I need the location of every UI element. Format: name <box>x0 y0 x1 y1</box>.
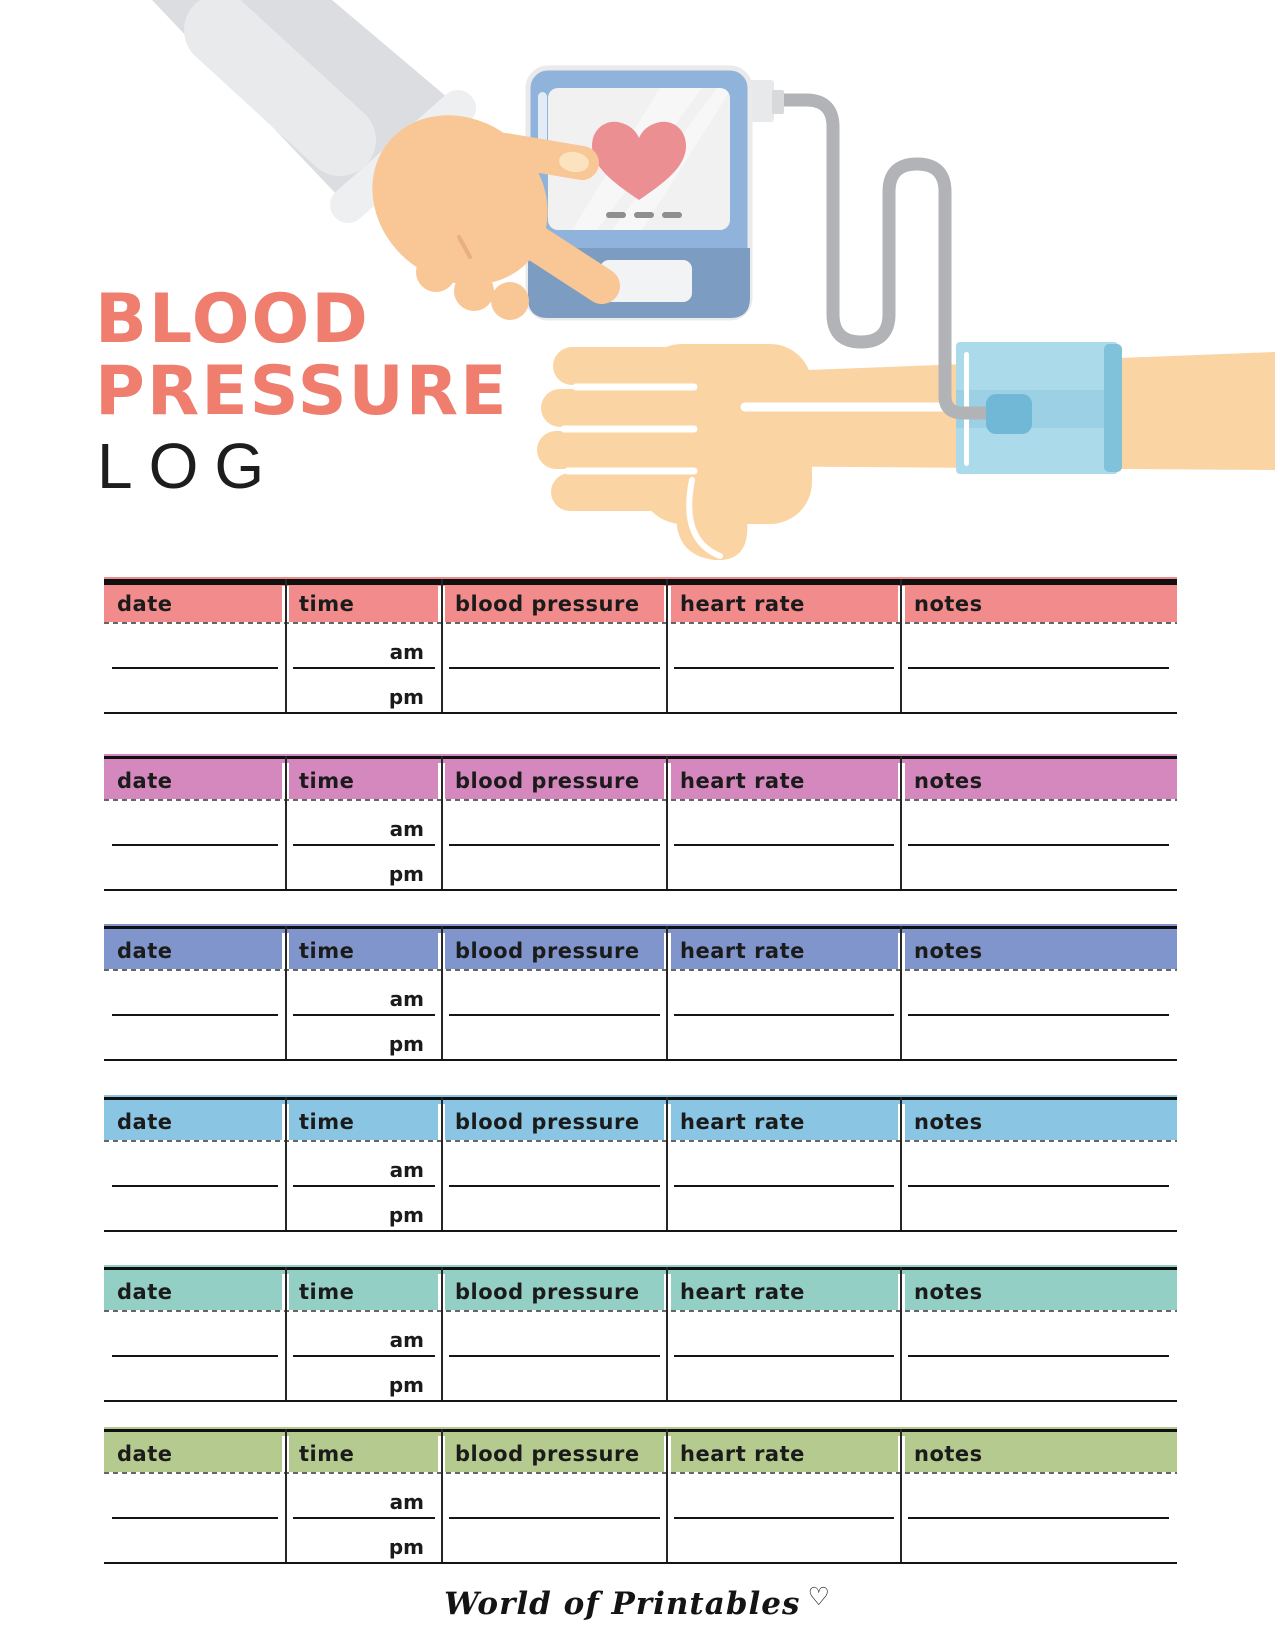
column-header-date: date <box>117 939 173 963</box>
column-separator <box>900 926 902 1059</box>
column-separator <box>441 1267 443 1400</box>
column-header-blood-pressure: blood pressure <box>454 1110 640 1134</box>
table-header-row <box>104 1095 1177 1140</box>
entry-row-am <box>104 1142 1177 1187</box>
header-top-bar <box>104 1429 1177 1432</box>
entry-row-pm <box>104 1519 1177 1564</box>
am-label: am <box>389 1490 424 1514</box>
table-header-row <box>104 924 1177 969</box>
column-header-blood-pressure: blood pressure <box>454 1442 640 1466</box>
page-title-line2: PRESSURE <box>95 352 509 431</box>
entry-row-am <box>104 801 1177 846</box>
entry-row-am <box>104 1312 1177 1357</box>
pm-label: pm <box>388 685 424 709</box>
bp-log-table <box>104 1095 1177 1232</box>
column-separator <box>666 1429 668 1562</box>
column-header-time: time <box>298 769 355 793</box>
bp-log-table <box>104 754 1177 891</box>
header-top-bar <box>104 579 1177 585</box>
entry-row-am <box>104 1474 1177 1519</box>
column-header-heart-rate: heart rate <box>680 939 805 963</box>
column-separator <box>285 1267 287 1400</box>
column-separator <box>285 579 287 712</box>
column-separator <box>441 1429 443 1562</box>
entry-row-pm <box>104 669 1177 714</box>
column-header-notes: notes <box>914 1110 983 1134</box>
entry-row-am <box>104 971 1177 1016</box>
column-separator <box>666 1267 668 1400</box>
column-header-date: date <box>117 1110 173 1134</box>
header-top-bar <box>104 926 1177 929</box>
column-header-notes: notes <box>914 1442 983 1466</box>
column-separator <box>285 1429 287 1562</box>
page-title-log: LOG <box>97 430 281 502</box>
pm-label: pm <box>388 1373 424 1397</box>
column-header-blood-pressure: blood pressure <box>454 592 640 616</box>
column-header-time: time <box>298 1442 355 1466</box>
column-separator <box>900 1097 902 1230</box>
am-label: am <box>389 1158 424 1182</box>
column-separator <box>441 926 443 1059</box>
column-separator <box>285 1097 287 1230</box>
column-separator <box>666 1097 668 1230</box>
column-separator <box>900 1267 902 1400</box>
column-header-blood-pressure: blood pressure <box>454 939 640 963</box>
column-header-blood-pressure: blood pressure <box>454 769 640 793</box>
column-header-date: date <box>117 592 173 616</box>
bp-log-table <box>104 577 1177 714</box>
pm-label: pm <box>388 862 424 886</box>
column-header-heart-rate: heart rate <box>680 592 805 616</box>
header-top-bar <box>104 1267 1177 1270</box>
entry-row-pm <box>104 1187 1177 1232</box>
page-title-line1: BLOOD <box>95 280 370 359</box>
column-header-heart-rate: heart rate <box>680 769 805 793</box>
entry-row-pm <box>104 1357 1177 1402</box>
am-label: am <box>389 640 424 664</box>
column-header-date: date <box>117 1442 173 1466</box>
column-separator <box>666 579 668 712</box>
table-header-row <box>104 577 1177 622</box>
column-header-notes: notes <box>914 939 983 963</box>
bp-log-table <box>104 924 1177 1061</box>
column-header-date: date <box>117 769 173 793</box>
column-header-notes: notes <box>914 1280 983 1304</box>
column-header-time: time <box>298 1280 355 1304</box>
column-separator <box>285 756 287 889</box>
heart-outline-icon: ♡ <box>807 1582 831 1611</box>
column-header-time: time <box>298 1110 355 1134</box>
column-header-heart-rate: heart rate <box>680 1110 805 1134</box>
entry-row-pm <box>104 1016 1177 1061</box>
am-label: am <box>389 817 424 841</box>
column-separator <box>441 579 443 712</box>
column-header-notes: notes <box>914 592 983 616</box>
table-header-row <box>104 1427 1177 1472</box>
entry-row-am <box>104 624 1177 669</box>
column-separator <box>900 1429 902 1562</box>
footer-brand-text: World of Printables <box>444 1586 801 1622</box>
column-separator <box>666 926 668 1059</box>
entry-row-pm <box>104 846 1177 891</box>
column-header-date: date <box>117 1280 173 1304</box>
table-header-row <box>104 754 1177 799</box>
patient-arm <box>556 344 1275 560</box>
column-separator <box>441 1097 443 1230</box>
column-header-heart-rate: heart rate <box>680 1442 805 1466</box>
column-header-notes: notes <box>914 769 983 793</box>
am-label: am <box>389 1328 424 1352</box>
header-top-bar <box>104 1097 1177 1100</box>
cuff-tube-connector <box>986 394 1032 434</box>
column-separator <box>285 926 287 1059</box>
bp-log-table <box>104 1265 1177 1402</box>
column-header-heart-rate: heart rate <box>680 1280 805 1304</box>
column-header-time: time <box>298 939 355 963</box>
table-header-row <box>104 1265 1177 1310</box>
pm-label: pm <box>388 1203 424 1227</box>
column-header-blood-pressure: blood pressure <box>454 1280 640 1304</box>
column-separator <box>900 579 902 712</box>
column-separator <box>666 756 668 889</box>
patient-thumb <box>676 476 747 560</box>
pm-label: pm <box>388 1032 424 1056</box>
column-separator <box>900 756 902 889</box>
pm-label: pm <box>388 1535 424 1559</box>
column-separator <box>441 756 443 889</box>
footer-brand <box>0 1582 1275 1622</box>
bp-log-table <box>104 1427 1177 1564</box>
am-label: am <box>389 987 424 1011</box>
header-top-bar <box>104 756 1177 759</box>
column-header-time: time <box>298 592 355 616</box>
